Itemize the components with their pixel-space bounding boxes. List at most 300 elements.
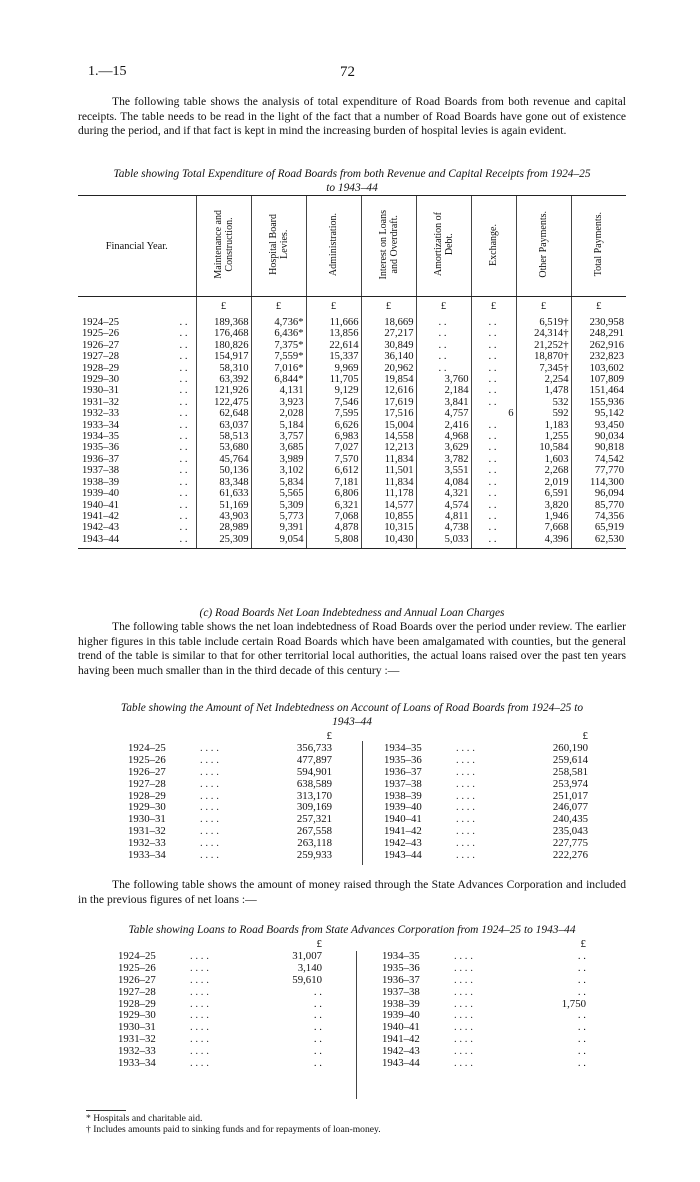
year-cell: 1934–35 xyxy=(384,741,422,754)
value-cell: 74,542 xyxy=(571,454,626,465)
year-label: 1941–42 xyxy=(82,510,120,522)
value-cell: 61,633 xyxy=(196,488,251,499)
value-cell: 90,034 xyxy=(571,431,626,442)
year-cell: 1941–42 xyxy=(382,1033,420,1046)
leader-dots: . . . . xyxy=(456,837,475,850)
value-cell: 267,558 xyxy=(296,825,332,838)
value-cell: 11,501 xyxy=(361,465,416,476)
value-cell: 62,648 xyxy=(196,408,251,419)
value-cell: 2,416 xyxy=(416,420,471,431)
value-cell: 4,321 xyxy=(416,488,471,499)
value-cell: . . xyxy=(471,397,516,408)
unit-row xyxy=(78,297,626,318)
leader-dots: . . . . xyxy=(200,741,219,754)
value-cell: 74,356 xyxy=(571,511,626,522)
column-header-label: Amortization of Debt. xyxy=(432,212,455,277)
value-cell: 4,131 xyxy=(251,385,306,396)
value-cell: 4,574 xyxy=(416,500,471,511)
value-cell: 594,901 xyxy=(296,765,332,778)
value-cell: 2,028 xyxy=(251,408,306,419)
year-cell: 1931–32 xyxy=(128,825,166,838)
year-cell: 1928–29 xyxy=(118,997,156,1010)
year-cell xyxy=(78,442,196,453)
value-cell: 259,933 xyxy=(296,849,332,862)
table-row xyxy=(78,328,626,339)
value-cell: . . xyxy=(577,961,586,974)
value-cell: 313,170 xyxy=(296,789,332,802)
value-cell: 3,923 xyxy=(251,397,306,408)
year-cell: 1930–31 xyxy=(118,1021,156,1034)
value-cell: 95,142 xyxy=(571,408,626,419)
value-cell: . . xyxy=(471,522,516,533)
leader-dots: . . xyxy=(179,499,188,511)
value-cell: 253,974 xyxy=(552,777,588,790)
leader-dots: . . . . xyxy=(200,837,219,850)
value-cell: 7,068 xyxy=(306,511,361,522)
value-cell: . . xyxy=(471,534,516,549)
column-header xyxy=(361,196,416,297)
value-cell: . . xyxy=(313,1021,322,1034)
value-cell: 7,375* xyxy=(251,340,306,351)
value-cell: 22,614 xyxy=(306,340,361,351)
year-cell: 1929–30 xyxy=(128,801,166,814)
value-cell: . . xyxy=(416,363,471,374)
value-cell: . . xyxy=(471,442,516,453)
expenditure-table xyxy=(78,195,626,549)
year-label: 1931–32 xyxy=(82,396,120,408)
value-cell: 114,300 xyxy=(571,477,626,488)
value-cell: 63,392 xyxy=(196,374,251,385)
value-cell: 1,255 xyxy=(516,431,571,442)
value-cell: . . xyxy=(471,317,516,328)
leader-dots: . . xyxy=(179,408,188,420)
value-cell: . . xyxy=(313,1033,322,1046)
table2-caption-line2: 1943–44 xyxy=(332,716,372,728)
column-header xyxy=(306,196,361,297)
value-cell: . . xyxy=(577,1009,586,1022)
value-cell: 6 xyxy=(471,408,516,419)
value-cell: 180,826 xyxy=(196,340,251,351)
year-cell xyxy=(78,363,196,374)
value-cell: 17,516 xyxy=(361,408,416,419)
value-cell: 263,118 xyxy=(297,837,332,850)
value-cell: 6,591 xyxy=(516,488,571,499)
year-label: 1938–39 xyxy=(82,476,120,488)
value-cell: 122,475 xyxy=(196,397,251,408)
year-cell xyxy=(78,340,196,351)
value-cell: 189,368 xyxy=(196,317,251,328)
value-cell: 227,775 xyxy=(552,837,588,850)
year-cell xyxy=(78,488,196,499)
year-label: 1932–33 xyxy=(82,408,120,420)
value-cell: . . xyxy=(577,949,586,962)
year-label: 1940–41 xyxy=(82,499,120,511)
year-cell: 1939–40 xyxy=(382,1009,420,1022)
year-cell xyxy=(78,408,196,419)
year-label: 1924–25 xyxy=(82,317,120,328)
value-cell: 45,764 xyxy=(196,454,251,465)
table-row xyxy=(78,534,626,549)
leader-dots: . . . . xyxy=(454,1021,473,1034)
value-cell: 309,169 xyxy=(296,801,332,814)
year-label: 1933–34 xyxy=(82,419,120,431)
value-cell: 11,834 xyxy=(361,454,416,465)
value-cell: 3,551 xyxy=(416,465,471,476)
year-label: 1934–35 xyxy=(82,431,120,443)
value-cell: . . xyxy=(416,328,471,339)
unit-cell: £ xyxy=(416,297,471,318)
leader-dots: . . . . xyxy=(190,961,209,974)
year-cell: 1928–29 xyxy=(128,789,166,802)
year-cell: 1942–43 xyxy=(382,1045,420,1058)
value-cell: . . xyxy=(471,328,516,339)
value-cell: 176,468 xyxy=(196,328,251,339)
leader-dots: . . xyxy=(179,510,188,522)
leader-dots: . . . . xyxy=(454,961,473,974)
column-header xyxy=(251,196,306,297)
value-cell: 2,184 xyxy=(416,385,471,396)
year-label: 1937–38 xyxy=(82,465,120,477)
value-cell: 30,849 xyxy=(361,340,416,351)
value-cell: 2,268 xyxy=(516,465,571,476)
unit-cell xyxy=(78,297,196,318)
leader-dots: . . xyxy=(179,419,188,431)
value-cell: . . xyxy=(416,317,471,328)
value-cell: 3,629 xyxy=(416,442,471,453)
leader-dots: . . . . xyxy=(190,1033,209,1046)
value-cell: 6,844* xyxy=(251,374,306,385)
year-cell xyxy=(78,534,196,549)
leader-dots: . . . . xyxy=(456,801,475,814)
value-cell: . . xyxy=(416,340,471,351)
year-cell xyxy=(78,374,196,385)
leader-dots: . . . . xyxy=(200,765,219,778)
value-cell: 3,102 xyxy=(251,465,306,476)
year-cell: 1924–25 xyxy=(128,741,166,754)
year-cell: 1940–41 xyxy=(384,813,422,826)
year-cell: 1933–34 xyxy=(118,1057,156,1070)
table-row xyxy=(128,767,332,779)
year-cell xyxy=(78,477,196,488)
value-cell: 477,897 xyxy=(296,753,332,766)
page-number: 72 xyxy=(340,64,355,80)
year-cell xyxy=(78,420,196,431)
leader-dots: . . . . xyxy=(456,813,475,826)
value-cell: 18,669 xyxy=(361,317,416,328)
leader-dots: . . . . xyxy=(190,1009,209,1022)
value-cell: 5,773 xyxy=(251,511,306,522)
value-cell: . . xyxy=(313,1045,322,1058)
leader-dots: . . xyxy=(179,385,188,397)
year-cell xyxy=(78,522,196,533)
value-cell: 19,854 xyxy=(361,374,416,385)
table-row xyxy=(384,779,588,791)
value-cell: 83,348 xyxy=(196,477,251,488)
value-cell: 248,291 xyxy=(571,328,626,339)
value-cell: 10,584 xyxy=(516,442,571,453)
value-cell: . . xyxy=(471,340,516,351)
leader-dots: . . xyxy=(179,476,188,488)
sac-loans-table-left xyxy=(118,939,322,1070)
leader-dots: . . . . xyxy=(190,973,209,986)
value-cell: 10,430 xyxy=(361,534,416,549)
unit-cell: £ xyxy=(251,297,306,318)
table-row xyxy=(118,963,322,975)
value-cell: . . xyxy=(577,1021,586,1034)
leader-dots: . . . . xyxy=(190,985,209,998)
value-cell: 93,450 xyxy=(571,420,626,431)
value-cell: 121,926 xyxy=(196,385,251,396)
section-reference: 1.—15 xyxy=(88,64,127,79)
value-cell: 1,750 xyxy=(561,997,586,1010)
table-row xyxy=(78,522,626,533)
column-header-label: Total Payments. xyxy=(593,212,605,277)
table-row xyxy=(78,442,626,453)
column-header xyxy=(78,196,196,297)
leader-dots: . . xyxy=(179,488,188,500)
table-row xyxy=(384,850,588,862)
value-cell: 27,217 xyxy=(361,328,416,339)
value-cell: 3,989 xyxy=(251,454,306,465)
year-cell xyxy=(78,431,196,442)
table-row xyxy=(382,987,586,999)
value-cell: 65,919 xyxy=(571,522,626,533)
value-cell: 235,043 xyxy=(552,825,588,838)
leader-dots: . . xyxy=(179,328,188,340)
year-cell xyxy=(78,454,196,465)
table-row xyxy=(382,975,586,987)
value-cell: 9,054 xyxy=(251,534,306,549)
leader-dots: . . . . xyxy=(190,1045,209,1058)
table-row xyxy=(382,1058,586,1070)
column-header xyxy=(471,196,516,297)
value-cell: . . xyxy=(313,1057,322,1070)
table2-caption xyxy=(78,701,626,729)
value-cell: 155,936 xyxy=(571,397,626,408)
indebtedness-table-left xyxy=(128,731,332,862)
table2-caption-line1: Table showing the Amount of Net Indebtedness on Account of Loans of Road Boards from 1924–25 to xyxy=(120,702,584,714)
value-cell: . . xyxy=(471,385,516,396)
value-cell: 4,396 xyxy=(516,534,571,549)
value-cell: 31,007 xyxy=(292,949,322,962)
table-row xyxy=(118,975,322,987)
leader-dots: . . . . xyxy=(456,849,475,862)
value-cell: 5,808 xyxy=(306,534,361,549)
leader-dots: . . xyxy=(179,374,188,386)
value-cell: . . xyxy=(577,985,586,998)
column-divider xyxy=(356,951,357,1099)
column-header xyxy=(516,196,571,297)
table-row xyxy=(78,488,626,499)
value-cell: 7,546 xyxy=(306,397,361,408)
column-header xyxy=(571,196,626,297)
value-cell: 5,033 xyxy=(416,534,471,549)
leader-dots: . . . . xyxy=(454,997,473,1010)
value-cell: 3,140 xyxy=(297,961,322,974)
value-cell: 532 xyxy=(516,397,571,408)
value-cell: . . xyxy=(471,477,516,488)
value-cell: 50,136 xyxy=(196,465,251,476)
value-cell: 96,094 xyxy=(571,488,626,499)
value-cell: 11,666 xyxy=(306,317,361,328)
value-cell: 240,435 xyxy=(552,813,588,826)
leader-dots: . . xyxy=(179,522,188,534)
value-cell: 262,916 xyxy=(571,340,626,351)
year-label: 1925–26 xyxy=(82,328,120,340)
column-header-label: Hospital Board Levies. xyxy=(267,214,290,275)
year-cell: 1943–44 xyxy=(384,849,422,862)
value-cell: 356,733 xyxy=(296,741,332,754)
year-label: 1939–40 xyxy=(82,488,120,500)
year-cell: 1934–35 xyxy=(382,949,420,962)
value-cell: 7,027 xyxy=(306,442,361,453)
value-cell: 3,782 xyxy=(416,454,471,465)
value-cell: 103,602 xyxy=(571,363,626,374)
year-cell: 1939–40 xyxy=(384,801,422,814)
unit-cell: £ xyxy=(516,297,571,318)
table-row xyxy=(78,351,626,362)
leader-dots: . . . . xyxy=(200,801,219,814)
value-cell: 4,736* xyxy=(251,317,306,328)
leader-dots: . . . . xyxy=(456,741,475,754)
leader-dots: . . xyxy=(179,431,188,443)
table-row xyxy=(78,500,626,511)
value-cell: 9,129 xyxy=(306,385,361,396)
table-row xyxy=(118,1058,322,1070)
value-cell: 4,968 xyxy=(416,431,471,442)
table-row xyxy=(78,431,626,442)
leader-dots: . . . . xyxy=(200,777,219,790)
value-cell: 58,310 xyxy=(196,363,251,374)
year-cell: 1938–39 xyxy=(382,997,420,1010)
value-cell: 4,738 xyxy=(416,522,471,533)
table-row xyxy=(78,454,626,465)
value-cell: 4,811 xyxy=(416,511,471,522)
year-cell xyxy=(78,385,196,396)
table1-caption xyxy=(78,167,626,195)
year-cell: 1930–31 xyxy=(128,813,166,826)
column-header-label: Interest on Loans and Overdraft. xyxy=(377,209,400,280)
footnote-hospitals: * Hospitals and charitable aid. xyxy=(86,1113,203,1124)
value-cell: 21,252† xyxy=(516,340,571,351)
value-cell: . . xyxy=(577,1045,586,1058)
value-cell: 7,559* xyxy=(251,351,306,362)
table-row xyxy=(78,340,626,351)
value-cell: 7,668 xyxy=(516,522,571,533)
value-cell: 28,989 xyxy=(196,522,251,533)
value-cell: 154,917 xyxy=(196,351,251,362)
unit-cell: £ xyxy=(471,297,516,318)
table-row xyxy=(78,408,626,419)
leader-dots: . . . . xyxy=(200,849,219,862)
value-cell: 7,595 xyxy=(306,408,361,419)
leader-dots: . . . . xyxy=(456,753,475,766)
column-header-label: Maintenance and Construction. xyxy=(212,210,235,279)
year-cell xyxy=(78,351,196,362)
table1-caption-line1: Table showing Total Expenditure of Road Boards from both Revenue and Capital Receipts from 1924–25 xyxy=(113,168,591,180)
unit-cell: £ xyxy=(316,938,322,950)
value-cell: 230,958 xyxy=(571,317,626,328)
year-cell: 1936–37 xyxy=(382,973,420,986)
leader-dots: . . . . xyxy=(190,949,209,962)
value-cell: 11,705 xyxy=(306,374,361,385)
value-cell: 1,183 xyxy=(516,420,571,431)
year-label: 1926–27 xyxy=(82,339,120,351)
table-row xyxy=(128,779,332,791)
table-row xyxy=(128,850,332,862)
year-cell xyxy=(78,465,196,476)
value-cell: . . xyxy=(471,431,516,442)
value-cell: . . xyxy=(471,363,516,374)
year-label: 1943–44 xyxy=(82,533,120,545)
year-cell: 1925–26 xyxy=(118,961,156,974)
unit-cell: £ xyxy=(571,297,626,318)
value-cell: 1,946 xyxy=(516,511,571,522)
table-row xyxy=(78,511,626,522)
value-cell: . . xyxy=(313,985,322,998)
year-cell: 1938–39 xyxy=(384,789,422,802)
leader-dots: . . . . xyxy=(190,1057,209,1070)
table-row xyxy=(78,465,626,476)
value-cell: 63,037 xyxy=(196,420,251,431)
value-cell: 6,612 xyxy=(306,465,361,476)
value-cell: 107,809 xyxy=(571,374,626,385)
unit-cell: £ xyxy=(580,938,586,950)
value-cell: 2,019 xyxy=(516,477,571,488)
value-cell: 53,680 xyxy=(196,442,251,453)
value-cell: 232,823 xyxy=(571,351,626,362)
leader-dots: . . . . xyxy=(454,949,473,962)
value-cell: 36,140 xyxy=(361,351,416,362)
leader-dots: . . . . xyxy=(454,1045,473,1058)
year-cell: 1927–28 xyxy=(128,777,166,790)
year-cell: 1933–34 xyxy=(128,849,166,862)
value-cell: 5,565 xyxy=(251,488,306,499)
value-cell: . . xyxy=(471,465,516,476)
value-cell: 6,806 xyxy=(306,488,361,499)
leader-dots: . . xyxy=(179,362,188,374)
value-cell: 246,077 xyxy=(552,801,588,814)
table-row xyxy=(78,385,626,396)
value-cell: 6,519† xyxy=(516,317,571,328)
column-header-label: Other Payments. xyxy=(538,211,549,278)
year-cell: 1932–33 xyxy=(128,837,166,850)
year-label: 1927–28 xyxy=(82,351,120,363)
year-cell: 1943–44 xyxy=(382,1057,420,1070)
value-cell: . . xyxy=(313,1009,322,1022)
value-cell: 7,345† xyxy=(516,363,571,374)
value-cell: . . xyxy=(577,973,586,986)
value-cell: 3,685 xyxy=(251,442,306,453)
value-cell: 638,589 xyxy=(296,777,332,790)
footnote-rule xyxy=(86,1110,126,1111)
table-row xyxy=(78,477,626,488)
value-cell: 5,834 xyxy=(251,477,306,488)
value-cell: 5,309 xyxy=(251,500,306,511)
value-cell: . . xyxy=(471,351,516,362)
value-cell: 6,321 xyxy=(306,500,361,511)
year-cell: 1924–25 xyxy=(118,949,156,962)
table-row xyxy=(78,397,626,408)
year-cell: 1935–36 xyxy=(384,753,422,766)
value-cell: 17,619 xyxy=(361,397,416,408)
value-cell: 5,184 xyxy=(251,420,306,431)
year-cell: 1937–38 xyxy=(384,777,422,790)
leader-dots: . . . . xyxy=(456,825,475,838)
value-cell: 12,616 xyxy=(361,385,416,396)
year-cell: 1929–30 xyxy=(118,1009,156,1022)
value-cell: . . xyxy=(416,351,471,362)
